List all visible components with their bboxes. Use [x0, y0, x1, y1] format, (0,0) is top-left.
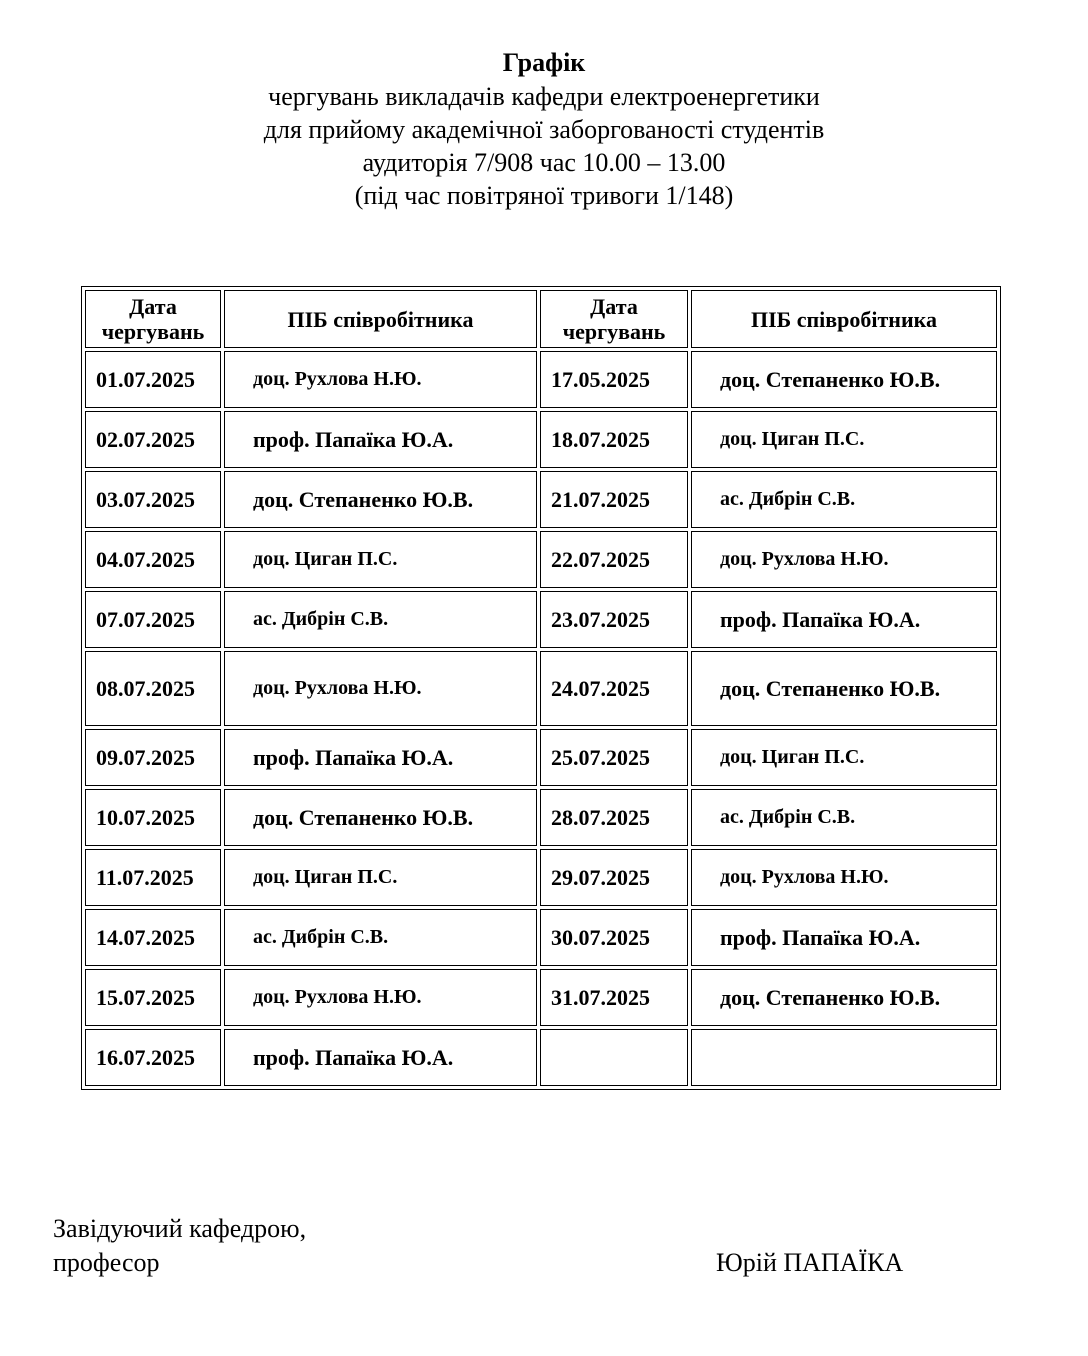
position-line-1: Завідуючий кафедрою,: [53, 1214, 307, 1243]
subtitle-line-3: аудиторія 7/908 час 10.00 – 13.00: [362, 148, 726, 177]
table-row: [85, 471, 997, 528]
duty-date-empty: [540, 1029, 688, 1086]
staff-name: проф. Папаїка Ю.А.: [691, 591, 997, 648]
staff-name: проф. Папаїка Ю.А.: [224, 1029, 537, 1086]
subtitle-line-2: для прийому академічної заборгованості студентів: [263, 115, 825, 144]
staff-name: доц. Рухлова Н.Ю.: [691, 531, 997, 588]
duty-date: 16.07.2025: [85, 1029, 221, 1086]
table-row: [85, 969, 997, 1026]
header-date-1: [85, 290, 221, 348]
duty-schedule-table: [81, 286, 1001, 1090]
table-row: [85, 411, 997, 468]
table-row: [85, 351, 997, 408]
table-row: [85, 729, 997, 786]
document-title: Графік: [502, 48, 586, 77]
staff-name: доц. Степаненко Ю.В.: [691, 651, 997, 726]
staff-name: доц. Рухлова Н.Ю.: [691, 849, 997, 906]
duty-date: 28.07.2025: [540, 789, 688, 846]
duty-date: 04.07.2025: [85, 531, 221, 588]
duty-date: 11.07.2025: [85, 849, 221, 906]
staff-name: доц. Циган П.С.: [224, 531, 537, 588]
staff-name: ас. Дибрін С.В.: [224, 591, 537, 648]
staff-name: доц. Циган П.С.: [224, 849, 537, 906]
subtitle-line-4: (під час повітряної тривоги 1/148): [354, 181, 734, 210]
duty-date: 09.07.2025: [85, 729, 221, 786]
duty-date: 01.07.2025: [85, 351, 221, 408]
table-row: [85, 1029, 997, 1086]
signature-position: [53, 1212, 306, 1280]
duty-date: 21.07.2025: [540, 471, 688, 528]
duty-date: 23.07.2025: [540, 591, 688, 648]
staff-name: ас. Дибрін С.В.: [224, 909, 537, 966]
table-row: [85, 531, 997, 588]
table-row: [85, 849, 997, 906]
header-date-1-line2: чергувань: [101, 319, 205, 344]
duty-date: 02.07.2025: [85, 411, 221, 468]
table-row: [85, 651, 997, 726]
staff-name: доц. Рухлова Н.Ю.: [224, 969, 537, 1026]
staff-name: доц. Степаненко Ю.В.: [224, 789, 537, 846]
staff-name: доц. Рухлова Н.Ю.: [224, 651, 537, 726]
subtitle-line-1: чергувань викладачів кафедри електроенергетики: [268, 82, 820, 111]
staff-name: доц. Циган П.С.: [691, 411, 997, 468]
duty-date: 07.07.2025: [85, 591, 221, 648]
staff-name: проф. Папаїка Ю.А.: [224, 729, 537, 786]
header-date-1-line1: Дата: [129, 294, 177, 319]
duty-date: 22.07.2025: [540, 531, 688, 588]
table-row: [85, 591, 997, 648]
table-row: [85, 789, 997, 846]
duty-date: 18.07.2025: [540, 411, 688, 468]
duty-date: 31.07.2025: [540, 969, 688, 1026]
duty-date: 25.07.2025: [540, 729, 688, 786]
header-name-1: ПІБ співробітника: [224, 290, 537, 348]
duty-date: 03.07.2025: [85, 471, 221, 528]
table-header-row: [85, 290, 997, 348]
staff-name: доц. Рухлова Н.Ю.: [224, 351, 537, 408]
document-header: [0, 46, 1088, 212]
duty-date: 17.05.2025: [540, 351, 688, 408]
staff-name: ас. Дибрін С.В.: [691, 471, 997, 528]
duty-date: 30.07.2025: [540, 909, 688, 966]
staff-name: доц. Циган П.С.: [691, 729, 997, 786]
staff-name: доц. Степаненко Ю.В.: [691, 969, 997, 1026]
signatory-name: Юрій ПАПАЇКА: [716, 1248, 904, 1277]
duty-date: 08.07.2025: [85, 651, 221, 726]
duty-date: 10.07.2025: [85, 789, 221, 846]
position-line-2: професор: [53, 1248, 160, 1277]
header-date-2-line1: Дата: [590, 294, 638, 319]
duty-date: 14.07.2025: [85, 909, 221, 966]
staff-name: доц. Степаненко Ю.В.: [691, 351, 997, 408]
staff-name: проф. Папаїка Ю.А.: [224, 411, 537, 468]
duty-date: 29.07.2025: [540, 849, 688, 906]
header-name-2: ПІБ співробітника: [691, 290, 997, 348]
header-date-2-line2: чергувань: [562, 319, 666, 344]
header-date-2: [540, 290, 688, 348]
duty-date: 24.07.2025: [540, 651, 688, 726]
staff-name: ас. Дибрін С.В.: [691, 789, 997, 846]
staff-name: доц. Степаненко Ю.В.: [224, 471, 537, 528]
staff-name: проф. Папаїка Ю.А.: [691, 909, 997, 966]
table-row: [85, 909, 997, 966]
duty-date: 15.07.2025: [85, 969, 221, 1026]
staff-name-empty: [691, 1029, 997, 1086]
